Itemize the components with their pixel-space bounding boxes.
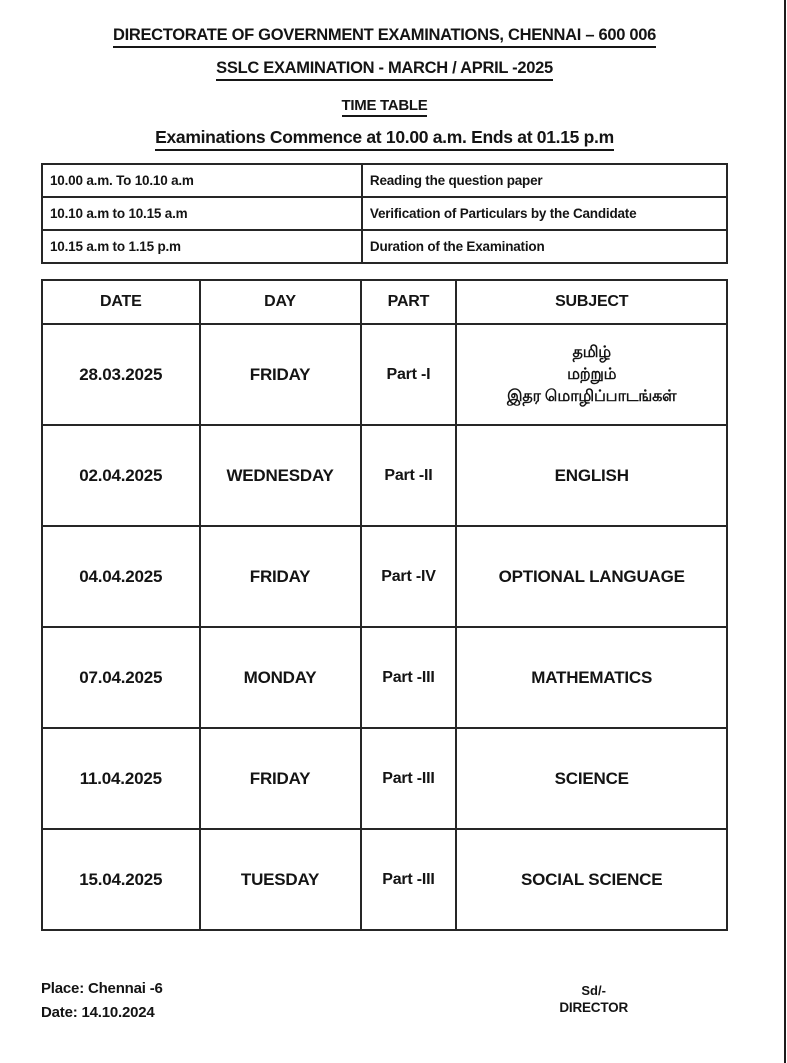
exam-part: Part -III xyxy=(361,627,457,728)
session-info-table xyxy=(41,163,728,264)
column-header-subject: SUBJECT xyxy=(456,280,727,324)
exam-date: 28.03.2025 xyxy=(42,324,200,425)
exam-day: WEDNESDAY xyxy=(200,425,361,526)
page-title-row xyxy=(41,26,728,48)
exam-subject: SOCIAL SCIENCE xyxy=(456,829,727,930)
subject-line: மற்றும் xyxy=(567,365,617,383)
signature-director: DIRECTOR xyxy=(559,1000,628,1015)
column-header-day: DAY xyxy=(200,280,361,324)
session-activity: Verification of Particulars by the Candidate xyxy=(362,197,727,230)
session-time: 10.10 a.m to 10.15 a.m xyxy=(42,197,362,230)
exam-date: 02.04.2025 xyxy=(42,425,200,526)
page-subtitle-row xyxy=(41,59,728,81)
exam-subject xyxy=(456,324,727,425)
session-time: 10.15 a.m to 1.15 p.m xyxy=(42,230,362,263)
page-right-edge-line xyxy=(784,0,786,1063)
exam-date: 15.04.2025 xyxy=(42,829,200,930)
session-activity: Duration of the Examination xyxy=(362,230,727,263)
document-footer xyxy=(41,977,728,1025)
commence-note: Examinations Commence at 10.00 a.m. Ends at 01.15 p.m xyxy=(155,127,614,151)
column-header-date: DATE xyxy=(42,280,200,324)
exam-subject: SCIENCE xyxy=(456,728,727,829)
subject-line: இதர மொழிப்பாடங்கள் xyxy=(507,387,677,405)
exam-subject: OPTIONAL LANGUAGE xyxy=(456,526,727,627)
subject-multiline xyxy=(458,342,725,408)
session-time: 10.00 a.m. To 10.10 a.m xyxy=(42,164,362,197)
section-heading-row xyxy=(41,97,728,117)
session-row xyxy=(42,230,727,263)
timetable-header-row xyxy=(42,280,727,324)
footer-place: Place: Chennai -6 xyxy=(41,980,163,997)
column-header-part: PART xyxy=(361,280,457,324)
exam-day: MONDAY xyxy=(200,627,361,728)
exam-day: FRIDAY xyxy=(200,728,361,829)
exam-subject: ENGLISH xyxy=(456,425,727,526)
table-row xyxy=(42,425,727,526)
place-date-block xyxy=(41,977,163,1025)
document-page xyxy=(41,0,728,1025)
signature-sd: Sd/- xyxy=(581,983,606,998)
exam-subject: MATHEMATICS xyxy=(456,627,727,728)
exam-date: 07.04.2025 xyxy=(42,627,200,728)
page-title: DIRECTORATE OF GOVERNMENT EXAMINATIONS, CHENNAI – 600 006 xyxy=(113,26,656,48)
table-row xyxy=(42,728,727,829)
signature-block xyxy=(559,983,628,1015)
table-row xyxy=(42,324,727,425)
subject-line: தமிழ் xyxy=(572,343,611,361)
exam-date: 04.04.2025 xyxy=(42,526,200,627)
exam-day: TUESDAY xyxy=(200,829,361,930)
exam-part: Part -III xyxy=(361,728,457,829)
exam-part: Part -I xyxy=(361,324,457,425)
table-row xyxy=(42,526,727,627)
session-row xyxy=(42,164,727,197)
exam-part: Part -III xyxy=(361,829,457,930)
exam-day: FRIDAY xyxy=(200,526,361,627)
table-row xyxy=(42,829,727,930)
exam-part: Part -IV xyxy=(361,526,457,627)
session-row xyxy=(42,197,727,230)
table-row xyxy=(42,627,727,728)
exam-day: FRIDAY xyxy=(200,324,361,425)
footer-date: Date: 14.10.2024 xyxy=(41,1004,155,1021)
session-activity: Reading the question paper xyxy=(362,164,727,197)
exam-part: Part -II xyxy=(361,425,457,526)
exam-timetable xyxy=(41,279,728,931)
page-subtitle: SSLC EXAMINATION - MARCH / APRIL -2025 xyxy=(216,59,553,81)
time-table-heading: TIME TABLE xyxy=(342,97,428,117)
commence-note-row xyxy=(41,127,728,151)
exam-date: 11.04.2025 xyxy=(42,728,200,829)
